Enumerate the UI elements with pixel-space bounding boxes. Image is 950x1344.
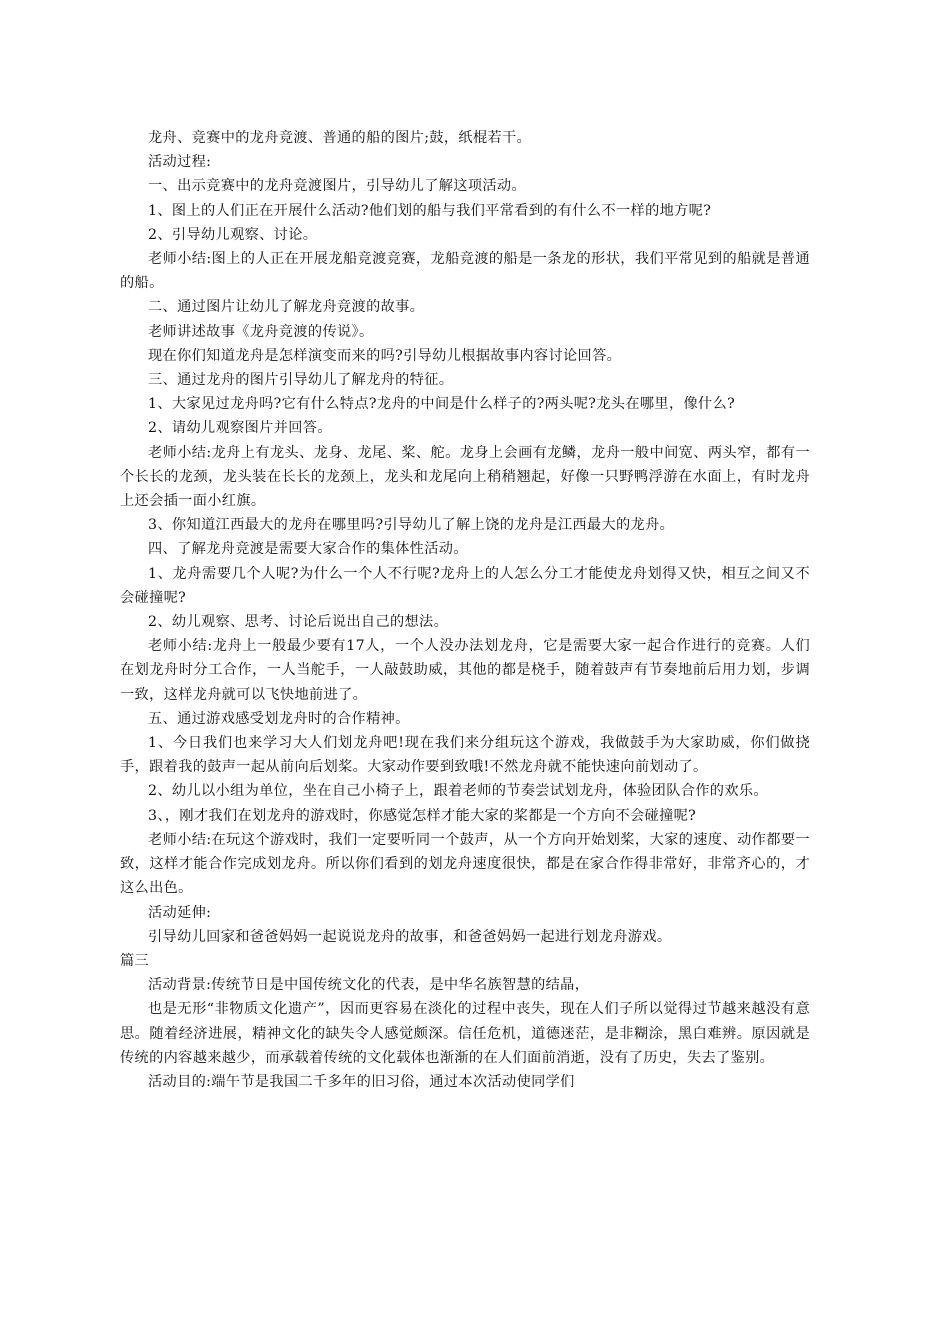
paragraph: 活动目的:端午节是我国二千多年的旧习俗，通过本次活动使同学们 [148,1073,575,1090]
paragraph: 2、引导幼儿观察、讨论。 [148,226,318,243]
paragraph: 老师小结:龙舟上有龙头、龙身、龙尾、桨、舵。龙身上会画有龙鳞，龙舟一般中间宽、两头窄，都有一个长长的龙颈，龙头装在长长的龙颈上，龙头和龙尾向上稍稍翘起，好像一只野鸭浮游在水面上，有时龙舟上还会插一面小红旗。 [120,444,810,510]
paragraph: 2、幼儿以小组为单位，坐在自己小椅子上，跟着老师的节奏尝试划龙舟，体验团队合作的欢乐。 [148,783,768,800]
section-heading: 活动延伸: [148,904,212,921]
paragraph: 老师讲述故事《龙舟竞渡的传说》。 [148,323,374,340]
paragraph: 2、幼儿观察、思考、讨论后说出自己的想法。 [148,614,449,631]
paragraph: 老师小结:在玩这个游戏时，我们一定要听同一个鼓声，从一个方向开始划桨，大家的速度、动作都要一致，这样才能合作完成划龙舟。所以你们看到的划龙舟速度很快，都是在家合作得非常好，非常齐心的，才这么出色。 [120,831,810,897]
paragraph: 1、今日我们也来学习大人们划龙舟吧!现在我们来分组玩这个游戏，我做鼓手为大家助威，你们做挠手，跟着我的鼓声一起从前向后划桨。大家动作要到致哦!不然龙舟就不能快速向前划动了。 [120,735,810,776]
section-heading: 三、通过龙舟的图片引导幼儿了解龙舟的特征。 [148,372,454,389]
section-heading: 活动过程: [148,154,212,171]
paragraph: 龙舟、竞赛中的龙舟竞渡、普通的船的图片;鼓，纸棍若干。 [148,130,532,146]
paragraph: 3、你知道江西最大的龙舟在哪里吗?引导幼儿了解上饶的龙舟是江西最大的龙舟。 [148,517,675,534]
section-heading: 四、了解龙舟竞渡是需要大家合作的集体性活动。 [148,541,468,558]
paragraph: 老师小结:龙舟上一般最少要有17人，一个人没办法划龙舟，它是需要大家一起合作进行的竞赛。人们在划龙舟时分工合作，一人当舵手，一人敲鼓助威，其他的都是桡手，随着鼓声有节奏地前后用力划，步调一致，这样龙舟就可以飞快地前进了。 [120,638,810,703]
paragraph: 也是无形“非物质文化遗产”，因而更容易在淡化的过程中丧失，现在人们子所以觉得过节越来越没有意思。随着经济进展，精神文化的缺失令人感觉颇深。信任危机，道德迷茫，是非糊涂，黑白难辨。原因就是传统的内容越来越少，而承载着传统的文化载体也渐渐的在人们面前消逝，没有了历史，失去了鉴别。 [120,1001,810,1066]
section-heading: 五、通过游戏感受划龙舟时的合作精神。 [148,710,410,727]
paragraph: 3、，刚才我们在划龙舟的游戏时，你感觉怎样才能大家的桨都是一个方向不会碰撞呢? [148,807,697,824]
paragraph: 老师小结:图上的人正在开展龙船竞渡竞赛，龙船竞渡的船是一条龙的形状，我们平常见到的船就是普通的船。 [120,251,810,292]
document-page [120,126,810,1094]
paragraph: 活动背景:传统节日是中国传统文化的代表，是中华名族智慧的结晶， [148,977,590,994]
paragraph: 1、图上的人们正在开展什么活动?他们划的船与我们平常看到的有什么不一样的地方呢? [148,202,712,219]
paragraph: 2、请幼儿观察图片并回答。 [148,420,332,437]
paragraph: 1、龙舟需要几个人呢?为什么一个人不行呢?龙舟上的人怎么分工才能使龙舟划得又快，相互之间又不会碰撞呢? [120,565,810,606]
paragraph: 现在你们知道龙舟是怎样演变而来的吗?引导幼儿根据故事内容讨论回答。 [148,347,622,364]
paragraph: 1、大家见过龙舟吗?它有什么特点?龙舟的中间是什么样子的?两头呢?龙头在哪里，像什么? [148,396,736,413]
section-heading: 一、出示竞赛中的龙舟竞渡图片，引导幼儿了解这项活动。 [148,178,526,195]
section-heading: 二、通过图片让幼儿了解龙舟竞渡的故事。 [148,299,425,316]
paragraph: 引导幼儿回家和爸爸妈妈一起说说龙舟的故事，和爸爸妈妈一起进行划龙舟游戏。 [148,928,672,945]
chapter-heading: 篇三 [120,952,150,969]
